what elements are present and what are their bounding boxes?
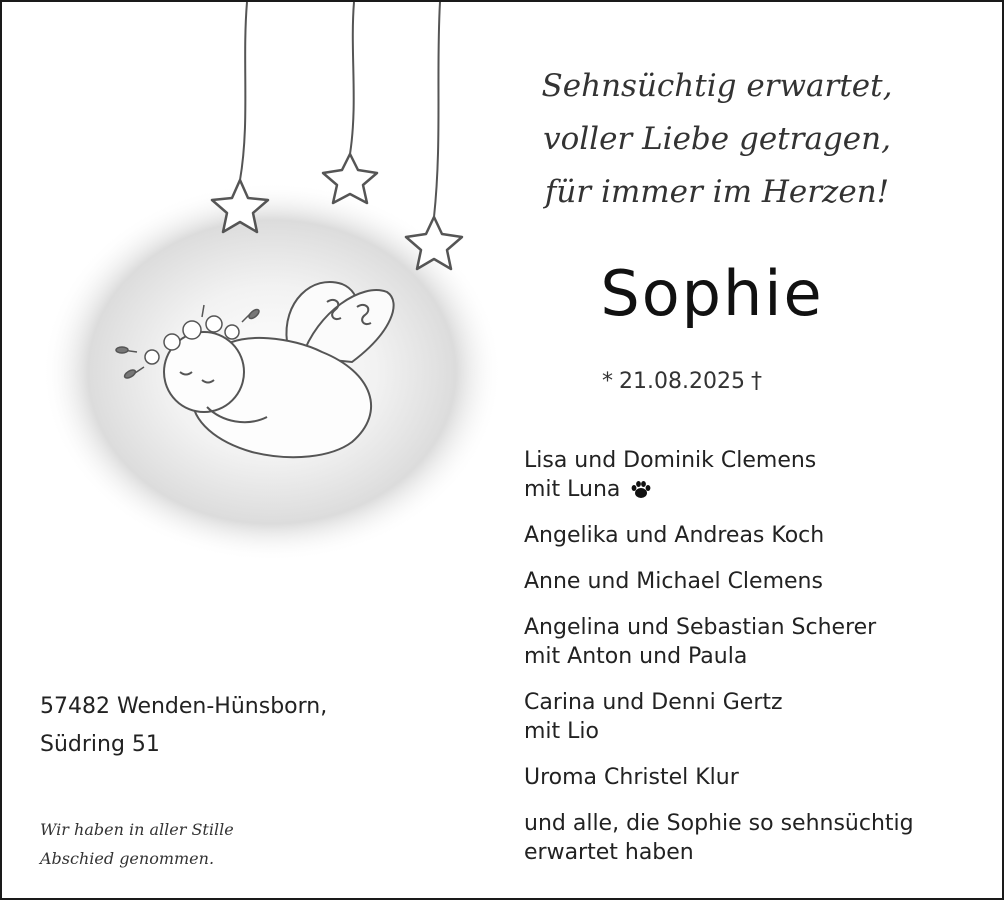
farewell-note xyxy=(40,815,234,873)
mourner-line: erwartet haben xyxy=(524,840,694,865)
deceased-name: Sophie xyxy=(600,257,824,330)
motto xyxy=(507,60,927,219)
mourner-entry xyxy=(524,763,984,792)
mourners-list xyxy=(524,446,984,884)
farewell-line: Abschied genommen. xyxy=(40,849,215,868)
mourner-line: mit Luna xyxy=(524,477,621,502)
mourner-line: Lisa und Dominik Clemens xyxy=(524,448,817,473)
address xyxy=(40,688,327,764)
mourner-line: und alle, die Sophie so sehnsüchtig xyxy=(524,811,914,836)
birth-symbol: * xyxy=(602,369,613,394)
dates xyxy=(602,369,768,394)
motto-line: Sehnsüchtig erwartet, xyxy=(541,68,893,104)
mourner-line: mit Anton und Paula xyxy=(524,644,748,669)
mourner-entry xyxy=(524,446,984,504)
birth-date: 21.08.2025 xyxy=(619,369,745,394)
mourner-line: Angelina und Sebastian Scherer xyxy=(524,615,877,640)
mourner-line: Anne und Michael Clemens xyxy=(524,569,823,594)
mourner-entry xyxy=(524,809,984,867)
address-line: 57482 Wenden-Hünsborn, xyxy=(40,694,328,719)
mourner-line: Carina und Denni Gertz xyxy=(524,690,783,715)
farewell-line: Wir haben in aller Stille xyxy=(40,820,234,839)
mourner-entry xyxy=(524,688,984,746)
angel-illustration xyxy=(32,2,512,602)
address-line: Südring 51 xyxy=(40,732,160,757)
mourner-entry xyxy=(524,613,984,671)
motto-line: für immer im Herzen! xyxy=(544,174,890,210)
mourner-entry xyxy=(524,567,984,596)
mourner-line: Uroma Christel Klur xyxy=(524,765,739,790)
motto-line: voller Liebe getragen, xyxy=(543,121,891,157)
paw-icon xyxy=(630,480,652,500)
death-symbol: † xyxy=(750,369,762,394)
mourner-line: Angelika und Andreas Koch xyxy=(524,523,825,548)
mourner-line: mit Lio xyxy=(524,719,599,744)
mourner-entry xyxy=(524,521,984,550)
